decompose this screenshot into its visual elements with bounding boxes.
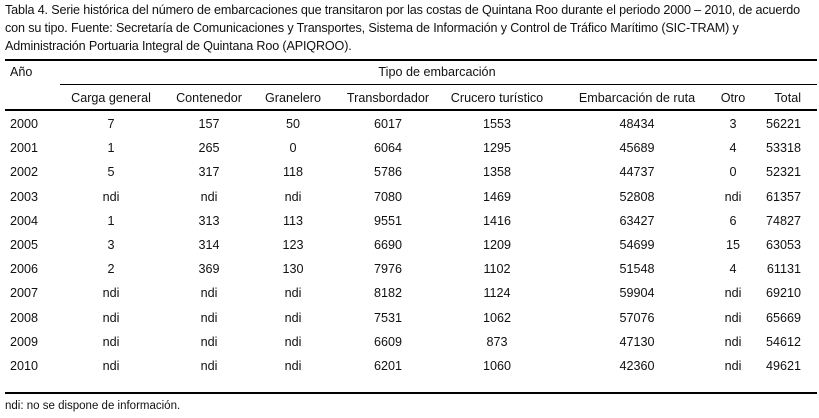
table-cell: 45689: [619, 141, 655, 156]
table-cell: 44737: [619, 165, 655, 180]
table-cell: ndi: [284, 189, 302, 204]
table-cell: ndi: [200, 359, 218, 373]
column-header: Embarcación de ruta: [578, 91, 696, 105]
table-cell: 8182: [373, 286, 403, 301]
table-cell: 3: [107, 238, 115, 252]
table-cell: 2: [107, 262, 115, 277]
table-cell: 49621: [765, 359, 801, 373]
table-cell: 1358: [482, 165, 512, 180]
table-cell: 1469: [482, 189, 512, 204]
table-cell: 157: [198, 117, 220, 131]
table-cell: 113: [282, 213, 304, 228]
table-cell: 6201: [373, 359, 403, 373]
table-cell: 1209: [482, 238, 512, 252]
table-cell: 1062: [482, 310, 512, 325]
table-cell: 63427: [619, 213, 655, 228]
table-cell: 61131: [766, 262, 801, 277]
table-cell: 65669: [765, 310, 801, 325]
table-cell: ndi: [724, 286, 742, 301]
table-cell: 873: [486, 334, 508, 349]
table-cell: 5: [107, 165, 115, 180]
table-cell: ndi: [102, 334, 120, 349]
table-cell: ndi: [200, 189, 218, 204]
table-cell: ndi: [102, 286, 120, 301]
table-cell: 0: [289, 141, 297, 156]
column-header: Otro: [720, 91, 746, 105]
table-cell: 53318: [765, 141, 801, 156]
table-cell: ndi: [724, 334, 742, 349]
row-year: 2002: [10, 165, 39, 180]
table-cell: 7: [107, 117, 115, 131]
table-cell: ndi: [284, 334, 302, 349]
bottom-rule: [5, 392, 817, 394]
table-cell: 4: [729, 262, 737, 277]
table-cell: 0: [729, 165, 737, 180]
table-cell: ndi: [102, 189, 120, 204]
row-year: 2005: [10, 238, 39, 252]
column-header: Total: [774, 91, 801, 105]
table-cell: 6064: [373, 141, 403, 156]
table-cell: 7976: [373, 262, 403, 277]
table-cell: 6017: [373, 117, 403, 131]
table-cell: 317: [198, 165, 220, 180]
table-cell: 369: [198, 262, 220, 277]
table-cell: 48434: [619, 117, 655, 131]
table-cell: 47130: [619, 334, 655, 349]
column-header: Contenedor: [176, 91, 242, 105]
top-rule: [5, 59, 817, 61]
table-cell: 56221: [765, 117, 801, 131]
table-cell: 1: [107, 141, 115, 156]
table-cell: 54699: [619, 238, 655, 252]
table-cell: 1295: [482, 141, 512, 156]
table-cell: 1102: [483, 262, 511, 277]
table-cell: ndi: [284, 286, 302, 301]
table-cell: 1416: [482, 213, 512, 228]
table-cell: 6609: [373, 334, 403, 349]
table-cell: 3: [729, 117, 737, 131]
row-year: 2008: [10, 310, 39, 325]
table-cell: 52808: [619, 189, 655, 204]
table-cell: ndi: [102, 359, 120, 373]
table-cell: 1: [107, 213, 115, 228]
table-cell: 265: [198, 141, 220, 156]
table-cell: 15: [725, 238, 741, 252]
column-header: Granelero: [264, 91, 322, 105]
row-year: 2003: [10, 189, 39, 204]
table-cell: 63053: [765, 238, 801, 252]
table-cell: 42360: [619, 359, 655, 373]
group-header: Tipo de embarcación: [378, 65, 496, 79]
table-cell: 6: [729, 213, 737, 228]
row-year: 2007: [10, 286, 39, 301]
row-year: 2000: [10, 117, 39, 131]
table-cell: ndi: [724, 189, 742, 204]
table-cell: ndi: [724, 310, 742, 325]
table-cell: ndi: [200, 310, 218, 325]
row-year: 2004: [10, 213, 39, 228]
table-cell: 4: [729, 141, 737, 156]
table-cell: 118: [282, 165, 304, 180]
row-year: 2006: [10, 262, 39, 277]
table-cell: 50: [285, 117, 301, 131]
table-cell: ndi: [284, 359, 302, 373]
table-cell: 69210: [765, 286, 801, 301]
group-rule: [60, 84, 817, 85]
table-cell: 61357: [765, 189, 801, 204]
table-cell: 51548: [619, 262, 655, 277]
table-cell: 5786: [373, 165, 403, 180]
table-cell: 7531: [373, 310, 403, 325]
table-cell: 1060: [482, 359, 512, 373]
table-cell: 7080: [373, 189, 403, 204]
footnote: ndi: no se dispone de información.: [5, 400, 181, 412]
table-cell: 6690: [373, 238, 403, 252]
table-cell: 123: [282, 238, 304, 252]
column-header: Transbordador: [346, 91, 430, 105]
row-year: 2010: [10, 359, 39, 373]
table-caption: Tabla 4. Serie histórica del número de embarcaciones que transitaron por las costas de Quintana Roo durante el periodo 2000 – 2010, de acuerdo con su tipo. Fuente: Secretaría de Comunicaciones y Transportes, Sistema de Información y Control de Tráfico Marítimo (SIC-TRAM) y Administración Portuaria Integral de Quintana Roo (APIQROO).: [5, 3, 801, 53]
table-cell: 74827: [765, 213, 801, 228]
row-year: 2001: [10, 141, 39, 156]
table-cell: 1553: [482, 117, 512, 131]
table-cell: 313: [198, 213, 220, 228]
column-header: Carga general: [71, 91, 151, 105]
table-cell: 54612: [765, 334, 801, 349]
table-cell: 59904: [619, 286, 655, 301]
table-cell: ndi: [724, 359, 742, 373]
table-cell: 52321: [765, 165, 801, 180]
table-cell: ndi: [200, 334, 218, 349]
table-cell: ndi: [200, 286, 218, 301]
table-cell: 314: [198, 238, 220, 252]
header-rule: [5, 109, 817, 111]
table-cell: ndi: [102, 310, 120, 325]
table-cell: 57076: [619, 310, 655, 325]
table-cell: ndi: [284, 310, 302, 325]
column-header: Crucero turístico: [450, 91, 544, 105]
table-cell: 1124: [483, 286, 511, 301]
row-year: 2009: [10, 334, 39, 349]
year-header: Año: [10, 65, 33, 79]
table-cell: 130: [282, 262, 304, 277]
table-cell: 9551: [373, 213, 403, 228]
